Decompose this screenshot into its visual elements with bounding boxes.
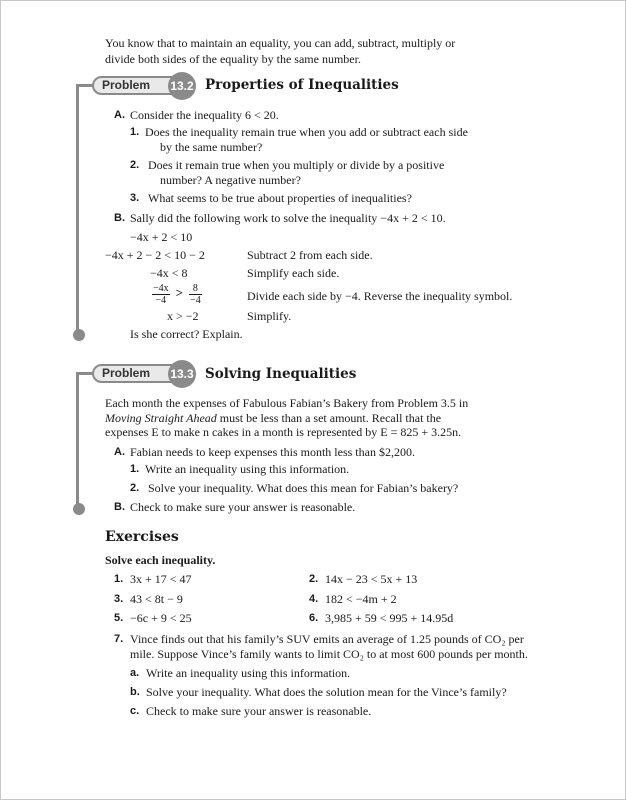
item-a1-text: Write an inequality using this information. bbox=[145, 462, 350, 476]
exercises-heading: Exercises bbox=[105, 529, 179, 545]
item-a2-label: 2. bbox=[130, 159, 140, 171]
work-step-3-note: Simplify each side. bbox=[247, 266, 340, 280]
exercise-7-line1: Vince finds out that his family’s SUV emits an average of 1.25 pounds of CO₂ per bbox=[130, 632, 524, 646]
exercise-label: 4. bbox=[309, 593, 319, 605]
inequality-symbol: > bbox=[175, 285, 184, 301]
exercises-instruction: Solve each inequality. bbox=[105, 553, 216, 567]
work-step-2: −4x + 2 − 2 < 10 − 2 bbox=[105, 248, 205, 262]
work-step-2-note: Subtract 2 from each side. bbox=[247, 248, 373, 262]
problem-number-badge: 13.3 bbox=[168, 360, 196, 388]
item-a1-label: 1. bbox=[130, 463, 140, 475]
exercise-7b-text: Solve your inequality. What does the solution mean for the Vince’s family? bbox=[146, 685, 507, 699]
problem2-intro-line2: Moving Straight Ahead must be less than a set amount. Recall that the bbox=[105, 411, 442, 425]
item-a2-line1: Does it remain true when you multiply or divide by a positive bbox=[148, 158, 445, 172]
intro-line-2: divide both sides of the equality by the same number. bbox=[105, 52, 361, 66]
exercise-7b-label: b. bbox=[130, 686, 140, 698]
item-a1-line1: Does the inequality remain true when you add or subtract each side bbox=[145, 125, 468, 139]
exercise-7a-label: a. bbox=[130, 667, 140, 679]
exercise-text: 43 < 8t − 9 bbox=[130, 592, 183, 606]
bracket-end-dot bbox=[73, 503, 85, 515]
part-a-text: Consider the inequality 6 < 20. bbox=[130, 108, 279, 122]
exercise-7a-text: Write an inequality using this information. bbox=[146, 666, 351, 680]
exercise-text: 182 < −4m + 2 bbox=[325, 592, 397, 606]
fraction-right: $\frac{8}{-4}$ bbox=[190, 283, 201, 306]
problem-title: Properties of Inequalities bbox=[205, 77, 399, 93]
work-step-1: −4x + 2 < 10 bbox=[130, 230, 193, 244]
part-a-label: A. bbox=[114, 446, 125, 458]
problem2-intro-line1: Each month the expenses of Fabulous Fabian’s Bakery from Problem 3.5 in bbox=[105, 396, 469, 410]
question-text: Is she correct? Explain. bbox=[130, 327, 243, 341]
exercise-label: 6. bbox=[309, 612, 319, 624]
part-a-label: A. bbox=[114, 109, 125, 121]
exercise-text: 3,985 + 59 < 995 + 14.95d bbox=[325, 611, 454, 625]
part-b-label: B. bbox=[114, 501, 125, 513]
problem2-intro-line3: expenses E to make n cakes in a month is represented by E = 825 + 3.25n. bbox=[105, 425, 462, 439]
exercise-label: 3. bbox=[114, 593, 124, 605]
fraction-left: $\frac{-4x}{-4}$ bbox=[153, 283, 169, 306]
item-a1-line2: by the same number? bbox=[160, 140, 263, 154]
exercise-7-line2: mile. Suppose Vince’s family wants to limit CO₂ to at most 600 pounds per month. bbox=[130, 647, 528, 661]
problem-tab-13-3: Problem bbox=[92, 364, 182, 383]
item-a1-label: 1. bbox=[130, 126, 140, 138]
exercise-label: 2. bbox=[309, 573, 319, 585]
item-a2-line2: number? A negative number? bbox=[160, 173, 301, 187]
item-a2-label: 2. bbox=[130, 482, 140, 494]
problem-bracket-13-3 bbox=[76, 372, 99, 512]
part-b-label: B. bbox=[114, 212, 125, 224]
problem-bracket-13-2 bbox=[76, 84, 99, 337]
work-step-3: −4x < 8 bbox=[150, 266, 188, 280]
exercise-text: 3x + 17 < 47 bbox=[130, 572, 192, 586]
problem-number-badge: 13.2 bbox=[168, 72, 196, 100]
work-step-4-note: Divide each side by −4. Reverse the inequality symbol. bbox=[247, 289, 513, 303]
item-a2-text: Solve your inequality. What does this mean for Fabian’s bakery? bbox=[148, 481, 459, 495]
item-a3-label: 3. bbox=[130, 192, 140, 204]
work-step-5-note: Simplify. bbox=[247, 309, 292, 323]
exercise-label: 5. bbox=[114, 612, 124, 624]
problem-tab-13-2: Problem bbox=[92, 76, 182, 95]
bracket-end-dot bbox=[73, 329, 85, 341]
part-b-text: Sally did the following work to solve the inequality −4x + 2 < 10. bbox=[130, 211, 446, 225]
work-step-5: x > −2 bbox=[167, 309, 199, 323]
part-a-text: Fabian needs to keep expenses this month less than $2,200. bbox=[130, 445, 415, 459]
exercise-text: 14x − 23 < 5x + 13 bbox=[325, 572, 418, 586]
exercise-label: 1. bbox=[114, 573, 124, 585]
part-b-text: Check to make sure your answer is reasonable. bbox=[130, 500, 356, 514]
exercise-7c-label: c. bbox=[130, 705, 140, 717]
exercise-7c-text: Check to make sure your answer is reasonable. bbox=[146, 704, 372, 718]
item-a3-text: What seems to be true about properties of inequalities? bbox=[148, 191, 412, 205]
exercise-text: −6c + 9 < 25 bbox=[130, 611, 192, 625]
exercise-7-label: 7. bbox=[114, 633, 124, 645]
problem-title: Solving Inequalities bbox=[205, 366, 357, 382]
work-step-4 bbox=[152, 283, 202, 306]
intro-line-1: You know that to maintain an equality, you can add, subtract, multiply or bbox=[105, 36, 456, 50]
